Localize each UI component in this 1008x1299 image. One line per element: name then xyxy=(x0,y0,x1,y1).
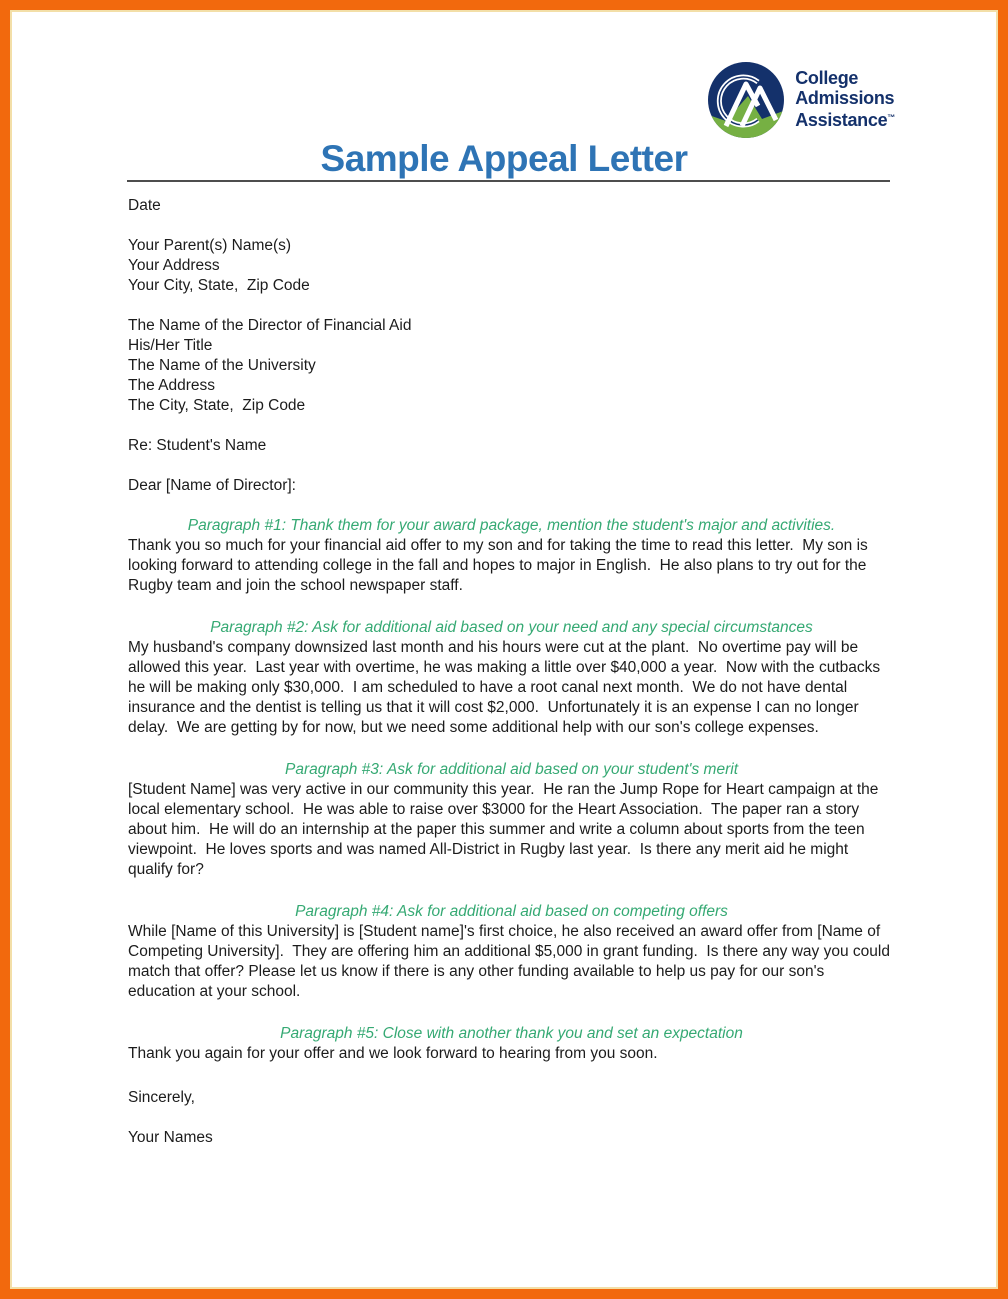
title-divider xyxy=(127,180,890,182)
paragraph-body: My husband's company downsized last month and his hours were cut at the plant. No overtime pay will be allowed this year. Last year with overtime, he was making a little over $40,000 a year. Now with the cutbacks he will be making only $30,000. I am scheduled to have a root canal next month. We do not have dental insurance and the dentist is telling us that it will cost $2,000. Unfortunately it is an expense I can no longer delay. We are getting by for now, but we need some additional help with our son's college expenses. xyxy=(128,639,885,736)
re-line: Re: Student's Name xyxy=(128,437,267,454)
paragraph-heading: Paragraph #4: Ask for additional aid based on competing offers xyxy=(295,903,728,920)
paragraph-heading: Paragraph #1: Thank them for your award package, mention the student's major and activities. xyxy=(187,517,836,534)
address-line: Your Parent(s) Name(s) xyxy=(128,237,292,254)
address-line: The Name of the University xyxy=(128,357,316,374)
paragraph-block-2 xyxy=(128,618,895,738)
paragraph-body: [Student Name] was very active in our community this year. He ran the Jump Rope for Heart campaign at the local elementary school. He was able to raise over $3000 for the Heart Association. The paper ran a story about him. He will do an internship at the paper this summer and write a column about sports from the teen viewpoint. He loves sports and was named All-District in Rugby last year. Is there any merit aid he might qualify for? xyxy=(128,781,883,878)
paragraph-block-5 xyxy=(128,1024,895,1064)
logo-word-college: College xyxy=(795,68,859,89)
paragraph-heading: Paragraph #5: Close with another thank you and set an expectation xyxy=(280,1025,743,1042)
address-line: The City, State, Zip Code xyxy=(128,397,306,414)
paragraph-body: While [Name of this University] is [Student name]'s first choice, he also received an award offer from [Name of Competing University]. They are offering him an additional $5,000 in grant funding. Is there any way you could match that offer? Please let us know if there is any other funding available to help us pay for our son's education at your school. xyxy=(128,923,895,1000)
logo-wordmark xyxy=(795,69,895,131)
cam-monogram-icon xyxy=(706,60,786,140)
page-title: Sample Appeal Letter xyxy=(320,138,688,179)
paragraph-heading: Paragraph #3: Ask for additional aid based on your student's merit xyxy=(284,761,738,778)
sender-address-block xyxy=(128,236,895,296)
address-line: The Address xyxy=(128,377,216,394)
address-line: Your City, State, Zip Code xyxy=(128,277,310,294)
date-label: Date xyxy=(128,197,161,214)
date-line xyxy=(128,196,895,216)
closing-line: Sincerely, xyxy=(128,1089,195,1106)
trademark-symbol: ™ xyxy=(887,113,895,123)
address-line: His/Her Title xyxy=(128,337,213,354)
page-header xyxy=(10,10,998,182)
college-admissions-assistance-logo xyxy=(706,60,895,140)
paragraph-block-4 xyxy=(128,902,895,1002)
logo-word-admissions: Admissions xyxy=(795,87,895,108)
address-line: Your Address xyxy=(128,257,220,274)
letter-body xyxy=(10,182,998,1148)
recipient-address-block xyxy=(128,316,895,416)
paragraph-heading: Paragraph #2: Ask for additional aid based on your need and any special circumstances xyxy=(210,619,813,636)
paragraph-block-3 xyxy=(128,760,895,880)
logo-word-assistance: Assistance™ xyxy=(795,110,895,131)
signature-line: Your Names xyxy=(128,1129,213,1146)
salutation-line: Dear [Name of Director]: xyxy=(128,477,296,494)
paragraph-block-1 xyxy=(128,516,895,596)
paragraph-body: Thank you again for your offer and we look forward to hearing from you soon. xyxy=(128,1045,658,1062)
paragraph-body: Thank you so much for your financial aid offer to my son and for taking the time to read this letter. My son is looking forward to attending college in the fall and hopes to major in English. He also plans to try out for the Rugby team and join the school newspaper staff. xyxy=(128,537,873,594)
address-line: The Name of the Director of Financial Aid xyxy=(128,317,412,334)
